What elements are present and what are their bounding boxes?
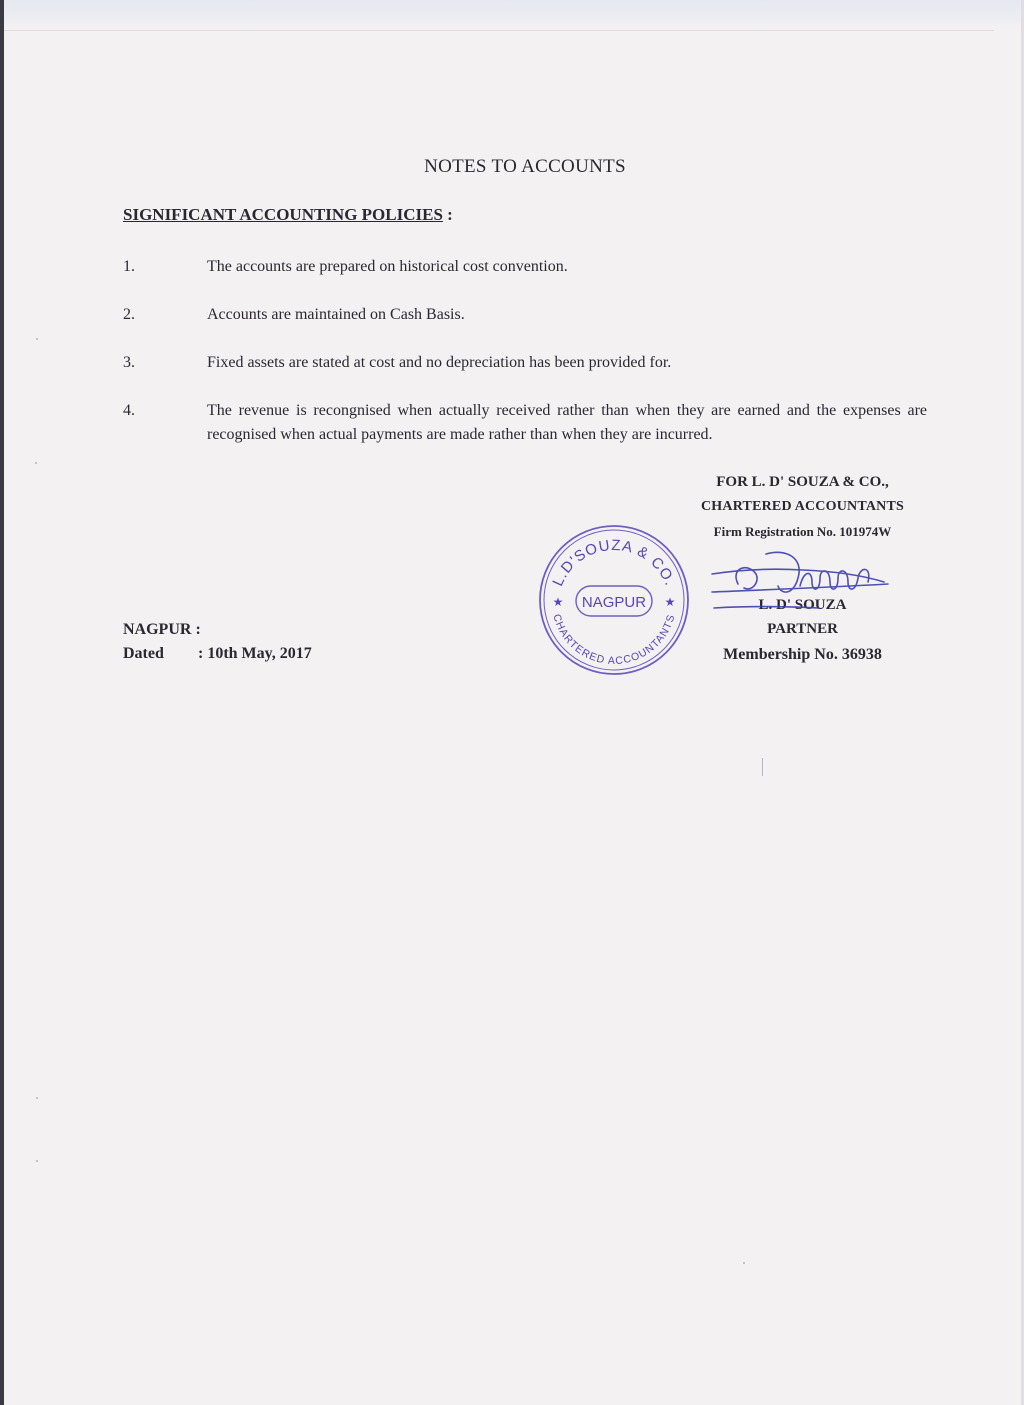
policy-number: 3. xyxy=(123,354,135,371)
policy-text: The revenue is recongnised when actually received rather than when they are earned and the expenses are recognised when actual payments are made rather than when they are incurred. xyxy=(207,402,927,443)
dated-value: : 10th May, 2017 xyxy=(198,645,312,662)
policy-number: 4. xyxy=(123,402,135,419)
policy-text: Fixed assets are stated at cost and no depreciation has been provided for. xyxy=(207,354,672,371)
membership-number: Membership No. 36938 xyxy=(723,646,882,663)
stamp-bottom-text: CHARTERED ACCOUNTANTS xyxy=(550,612,678,668)
scan-speck xyxy=(36,338,38,340)
signatory-designation: CHARTERED ACCOUNTANTS xyxy=(701,499,904,514)
section-heading-colon: : xyxy=(442,205,453,224)
handwritten-signature xyxy=(708,548,898,614)
stamp-star-right-icon: ★ xyxy=(664,595,676,609)
scan-speck xyxy=(36,1160,38,1162)
scan-top-edge xyxy=(0,0,1024,30)
policy-number: 2. xyxy=(123,306,135,323)
stamp-top-text: L.D'SOUZA & CO. xyxy=(549,536,679,589)
policy-text: Accounts are maintained on Cash Basis. xyxy=(207,306,465,323)
page-title: NOTES TO ACCOUNTS xyxy=(424,156,626,177)
policy-text: The accounts are prepared on historical cost convention. xyxy=(207,258,568,275)
signatory-name: L. D' SOUZA xyxy=(758,597,847,613)
stamp-star-left-icon: ★ xyxy=(552,595,564,609)
firm-registration: Firm Registration No. 101974W xyxy=(713,524,892,539)
firm-stamp xyxy=(536,522,692,678)
scan-scratch xyxy=(762,758,763,776)
scan-speck xyxy=(35,462,37,464)
stamp-center-text: NAGPUR xyxy=(581,594,647,611)
policy-number: 1. xyxy=(123,258,135,275)
dated-label: Dated xyxy=(123,645,164,662)
signatory-role: PARTNER xyxy=(767,621,838,637)
date-line xyxy=(123,645,312,663)
section-heading xyxy=(123,205,453,225)
place: NAGPUR : xyxy=(123,621,201,638)
scan-speck xyxy=(36,1097,38,1099)
signatory-firm: FOR L. D' SOUZA & CO., xyxy=(716,474,889,490)
scan-left-edge xyxy=(0,0,4,1405)
section-heading-text: SIGNIFICANT ACCOUNTING POLICIES xyxy=(123,205,443,224)
paper-fold-line xyxy=(4,30,994,31)
scan-speck xyxy=(743,1262,745,1264)
